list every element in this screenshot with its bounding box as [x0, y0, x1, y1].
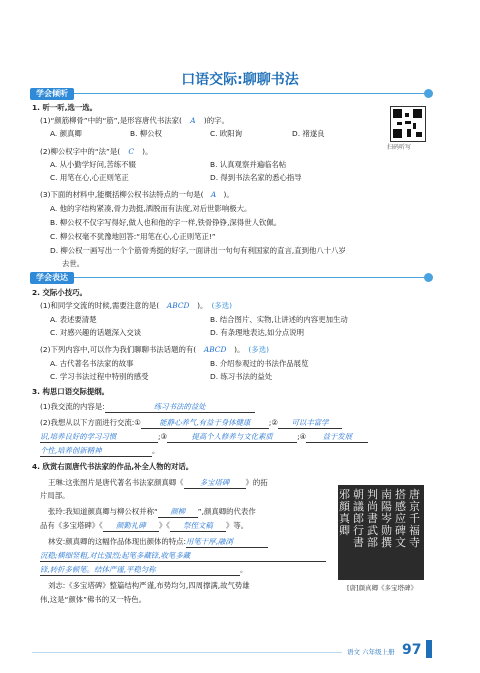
question-2-heading: 2. 交际小技巧。 [32, 288, 87, 297]
q3-1-line [40, 402, 255, 413]
q3-2-sep-4: ;④ [297, 432, 307, 441]
section-band-express [30, 272, 430, 284]
calligraphy-caption: [唐]颜真卿《多宝塔碑》 [346, 584, 418, 592]
q4-liu-line-2: 伟,这是“颜体”佛书的又一特色。 [40, 595, 147, 604]
q3-2-answer-1: 能静心养气,有益于身体健康 [141, 418, 269, 429]
q2-2-option-b: B. 介绍参观过的书法作品展览 [210, 359, 309, 368]
q1-2-text-end: )。 [142, 147, 153, 156]
calligraphy-column-6: 邪 顔 真 卿 [339, 488, 350, 537]
q1-1-option-b: B. 柳公权 [130, 129, 162, 138]
q4-lin-answer-3: 锋,转折多顿笔。结体严谨,平稳匀称 [40, 565, 240, 576]
q2-1-answer: ABCD [166, 301, 190, 310]
q4-lin-line-3 [40, 565, 247, 576]
q3-2-answer-4b: 个性,培养创新精神 [40, 446, 152, 457]
calligraphy-column-4: 判 尚 書 武 部 [367, 488, 378, 549]
q2-1-stem [40, 301, 232, 311]
q1-3-answer: A [210, 190, 217, 199]
q1-2-option-c: C. 用笔在心,心正则笔正 [50, 173, 129, 182]
q2-2-text-end: )。 [234, 345, 245, 354]
calligraphy-column-5: 朝 議 郎 行 書 [353, 488, 364, 549]
q4-wang-line-1 [48, 478, 268, 489]
q2-1-option-a: A. 表述要清楚 [50, 315, 97, 324]
band-dot-icon [424, 89, 433, 98]
q4-lin-text: 林安:颜真卿的这幅作品体现出颜体的特点: [48, 537, 187, 546]
q1-1-option-a: A. 颜真卿 [50, 129, 82, 138]
q1-1-option-c: C. 欧阳询 [210, 129, 243, 138]
page-number: 97 [402, 642, 422, 658]
q1-3-text-end: )。 [223, 190, 234, 199]
q3-1-text: (1)我交流的内容是: [40, 402, 105, 411]
q2-1-option-d: D. 有条理地表达,如分点说明 [210, 328, 305, 337]
q4-lin-answer-1: 用笔干厚,融浏 [186, 537, 268, 548]
section-tag-express: 学会表达 [30, 272, 74, 284]
q2-2-option-a: A. 古代著名书法家的故事 [50, 359, 134, 368]
q4-zhang-text-2: 品有《多宝塔碑》《 [40, 521, 103, 530]
q4-zhang-text-end: ”,颜真卿的代表作 [197, 507, 256, 516]
q2-2-option-c: C. 学习书法过程中特别的感受 [50, 372, 149, 381]
qr-code-label: 扫码听写 [387, 144, 412, 151]
q2-2-note: (多选) [248, 345, 269, 354]
q1-3-stem [40, 190, 234, 200]
question-1-heading: 1. 听一听,选一选。 [32, 103, 98, 112]
footer-accent-bar [426, 640, 432, 658]
q3-2-answer-3: 提高个人修养与文化素质 [167, 432, 297, 443]
q4-zhang-text: 张玲:我知道颜真卿与柳公权并称“ [48, 507, 158, 516]
q1-2-text: (2)柳公权字中的“法”是( [40, 147, 121, 156]
q4-zhang-end: 》等。 [225, 521, 249, 530]
q1-1-text: (1)“颜筋柳骨”中的“筋”,是形容唐代书法家( [40, 116, 182, 125]
q2-1-text: (1)和同学交流的时候,需要注意的是( [40, 301, 160, 310]
q1-3-option-d-cont: 去世。 [62, 259, 85, 268]
q1-2-option-a: A. 从小勤学好问,苦练不辍 [50, 160, 136, 169]
q4-lin-answer-2: 沉稳;横细竖粗,对比强烈;起笔多藏锋,收笔多藏 [40, 551, 326, 562]
q4-zhang-line-2 [40, 521, 248, 532]
q1-2-option-b: B. 认真观察并遍临名帖 [210, 160, 287, 169]
q4-zhang-answer-3: 祭侄文稿 [170, 521, 226, 532]
q1-3-text: (3)下面的材料中,能概括柳公权书法特点的一句是( [40, 190, 204, 199]
q3-1-answer: 练习书法的益处 [105, 402, 255, 413]
q4-wang-text-end: 》的拓 [245, 478, 268, 487]
q4-zhang-answer-1: 颜柳 [158, 507, 198, 518]
q1-2-option-d: D. 得到书法名家的悉心指导 [210, 173, 302, 182]
q4-liu-line-1: 刘志:《多宝塔碑》整篇结构严谨,布势均匀,四周撑满,故气势雄 [48, 581, 250, 590]
q1-2-answer: C [128, 147, 134, 156]
q2-1-text-end: )。 [197, 301, 208, 310]
q2-2-option-d: D. 练习书法的益处 [210, 372, 273, 381]
question-4-heading: 4. 欣赏右面唐代书法家的作品,补全人物的对话。 [32, 462, 194, 471]
q3-2-sep-3: ;③ [158, 432, 168, 441]
section-band-listen [30, 88, 430, 100]
q3-2-answer-2b: 识,培养良好的学习习惯 [40, 432, 158, 443]
q4-wang-text: 王琳:这张图片是唐代著名书法家颜真卿《 [48, 478, 184, 487]
q3-2-line-2 [40, 432, 368, 443]
calligraphy-rubbing-image [338, 485, 424, 580]
q4-zhang-answer-2: 颜勤礼碑 [103, 521, 159, 532]
q2-2-text: (2)下列内容中,可以作为我们聊聊书法话题的有( [40, 345, 197, 354]
q3-2-sep-2: ;② [268, 418, 279, 427]
q3-2-answer-2: 可以丰富学 [278, 418, 342, 429]
section-tag-listen: 学会倾听 [30, 88, 74, 100]
q4-wang-answer: 多宝塔碑 [184, 478, 246, 489]
question-3-heading: 3. 构思口语交际提纲。 [32, 387, 110, 396]
q1-1-text-end: )的字。 [203, 116, 229, 125]
q3-2-answer-4: 益于发展 [306, 432, 368, 443]
calligraphy-column-1: 唐 京 千 福 寺 [409, 488, 420, 549]
q3-2-line-1 [40, 418, 342, 429]
q4-lin-line-1 [48, 537, 268, 548]
q4-zhang-sep: 》《 [158, 521, 170, 530]
q3-2-end: 。 [152, 446, 160, 455]
q1-1-option-d: D. 褚遂良 [292, 129, 325, 138]
footer-rule [32, 652, 342, 653]
q1-3-option-c: C. 柳公权毫不犹豫地回答:“用笔在心,心正则笔正!” [50, 232, 216, 241]
q2-1-option-c: C. 对感兴趣的话题深入交谈 [50, 328, 142, 337]
q1-2-stem [40, 147, 152, 157]
q3-2-line-3 [40, 446, 159, 457]
q4-zhang-line-1 [48, 507, 256, 518]
q1-3-option-a: A. 他的字结构紧凑,骨力劲挺,洒脱而有法度,对后世影响极大。 [50, 204, 252, 213]
q1-3-option-d: D. 柳公权一画写出一个个筋骨秀挺的好字,一面讲出一句句有利国家的直言,直到他八十八岁 [50, 246, 346, 255]
qr-code-icon[interactable] [390, 106, 426, 142]
band-dot-icon [424, 273, 433, 282]
page-title: 口语交际:聊聊书法 [181, 72, 299, 88]
q4-lin-end: 。 [240, 565, 248, 574]
calligraphy-column-2: 搭 感 应 碑 文 [395, 488, 406, 549]
q1-1-stem [40, 116, 229, 126]
q2-2-stem [40, 345, 269, 355]
q2-2-answer: ABCD [203, 345, 227, 354]
q1-3-option-b: B. 柳公权不仅字写得好,做人也和他的字一样,铁骨铮铮,深得世人钦佩。 [50, 218, 282, 227]
footer-book-label: 语文 六年级上册 [347, 648, 395, 656]
q3-2-text: (2)我想从以下方面进行交流:① [40, 418, 141, 427]
q1-1-answer: A [190, 116, 196, 125]
q2-1-option-b: B. 结合图片、实物,让讲述的内容更加生动 [210, 315, 348, 324]
q4-wang-line-2: 片局部。 [40, 491, 70, 500]
calligraphy-column-3: 南 陽 岑 勋 撰 [381, 488, 392, 549]
q2-1-note: (多选) [211, 301, 233, 310]
q4-lin-line-2 [40, 551, 326, 562]
